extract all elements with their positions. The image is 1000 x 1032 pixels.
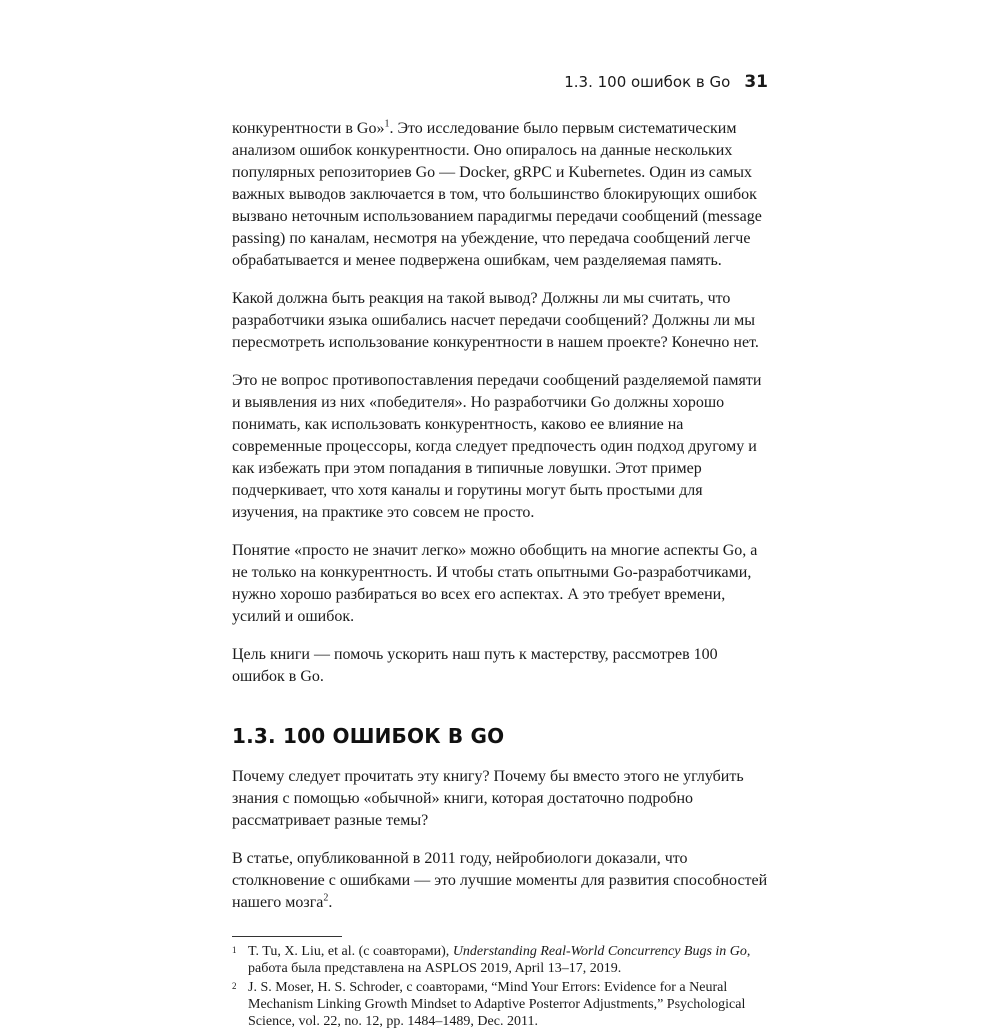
- footnote-1-title: Understanding Real-World Concurrency Bugs in Go: [452, 944, 747, 959]
- footnote-ref-2[interactable]: 2: [323, 892, 329, 904]
- footnotes: [232, 943, 768, 1030]
- footnote-1-authors: T. Tu, X. Liu, et al. (с соавторами),: [248, 944, 453, 959]
- page-number: 31: [744, 72, 768, 92]
- running-header: [232, 70, 768, 94]
- paragraph-7-end: .: [328, 894, 333, 911]
- page-content: [232, 118, 768, 1032]
- footnote-2-citation: J. S. Moser, H. S. Schroder, с соавторами, “Mind Your Errors: Evidence for a Neural Mechanism Linking Growth Mindset to Adaptive Posterror Adjustments,” Psychological Science, vol. 22, no. 12, pp. 1484–1489, Dec. 2011.: [248, 980, 746, 1029]
- paragraph-7-text: В статье, опубликованной в 2011 году, нейробиологи доказали, что столкновение с ошибками — это лучшие моменты для развития способностей нашего мозга: [232, 850, 768, 911]
- footnote-text: [248, 943, 768, 977]
- running-header-title: 1.3. 100 ошибок в Go: [564, 73, 731, 91]
- footnote-text: [248, 979, 768, 1030]
- paragraph-3: Это не вопрос противопоставления передачи сообщений разделяемой памяти и выявления из них «победителя». Но разработчики Go должны хорошо понимать, как использовать конкурентность, каково ее влияние на современные процессоры, когда следует предпочесть один подход другому и как избежать при этом попадания в типичные ловушки. Этот пример подчеркивает, что хотя каналы и горутины могут быть простыми для изучения, на практике это совсем не просто.: [232, 372, 762, 521]
- paragraph-1: [232, 118, 768, 272]
- paragraph-4: Понятие «просто не значит легко» можно обобщить на многие аспекты Go, а не только на конкурентность. И чтобы стать опытными Go-разработчиками, нужно хорошо разбираться во всех его аспектах. А это требует времени, усилий и ошибок.: [232, 542, 758, 625]
- paragraph-2: Какой должна быть реакция на такой вывод? Должны ли мы считать, что разработчики языка ошибались насчет передачи сообщений? Должны ли мы пересмотреть использование конкурентности в нашем проекте? Конечно нет.: [232, 290, 759, 351]
- footnote-ref-1[interactable]: 1: [384, 118, 390, 130]
- paragraph-6: Почему следует прочитать эту книгу? Почему бы вместо этого не углубить знания с помощью «обычной» книги, которая достаточно подробно рассматривает разные темы?: [232, 768, 744, 829]
- section-heading: 1.3. 100 ОШИБОК В GO: [232, 724, 505, 748]
- footnote-number: 1: [232, 945, 237, 955]
- footnote-divider: [232, 936, 342, 937]
- footnote-1: [232, 943, 768, 977]
- paragraph-5: Цель книги — помочь ускорить наш путь к мастерству, рассмотрев 100 ошибок в Go.: [232, 646, 718, 685]
- footnote-1-venue: , работа была представлена на ASPLOS 2019, April 13–17, 2019.: [248, 944, 751, 976]
- paragraph-1-rest: . Это исследование было первым систематическим анализом ошибок конкурентности. Оно опиралось на данные нескольких популярных репозиториев Go — Docker, gRPC и Kubernetes. Один из самых важных выводов заключается в том, что большинство блокирующих ошибок вызвано неточным использованием парадигмы передачи сообщений (message passing) по каналам, несмотря на убеждение, что передача сообщений легче обрабатывается и менее подвержена ошибкам, чем разделяемая память.: [232, 120, 762, 269]
- footnote-2: [232, 979, 768, 1030]
- paragraph-1-start: конкурентности в Go»: [232, 120, 385, 137]
- footnote-number: 2: [232, 981, 237, 991]
- paragraph-7: [232, 848, 768, 914]
